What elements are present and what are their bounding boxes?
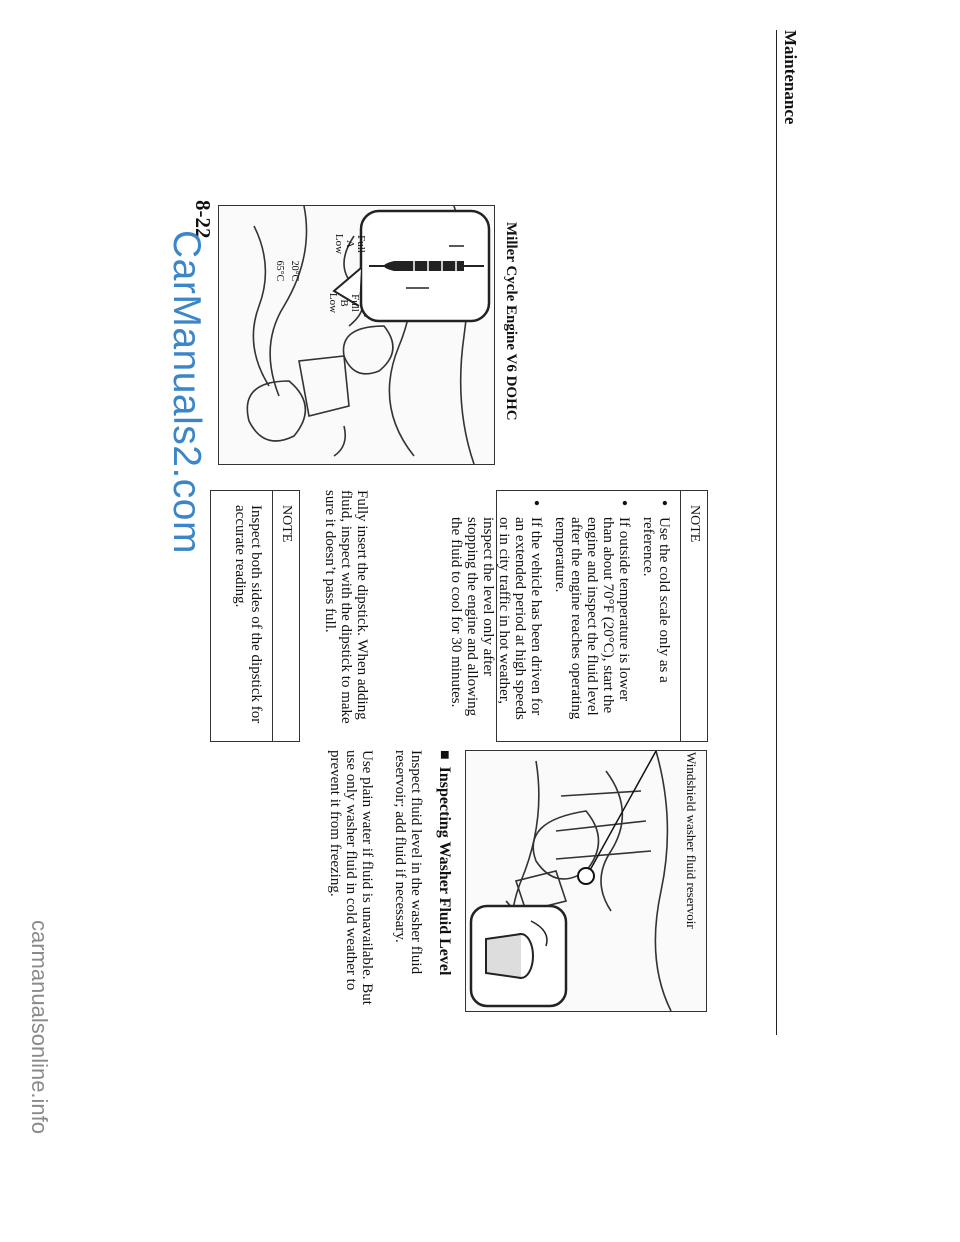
washer-drawing [466, 751, 706, 1011]
dipstick-a-full: Full [355, 235, 367, 253]
dipstick-b-letter: B [338, 299, 350, 307]
page-number: 8-22 [191, 200, 215, 239]
washer-paragraph-plain-water: Use plain water if fluid is unavailable. But use only washer fluid in cold weather to prevent it from freezing. [327, 750, 375, 1005]
dipstick-b-full: Full [349, 294, 361, 312]
temp-hot-label: 65°C [274, 260, 285, 282]
dipstick-a-letter: A [344, 240, 356, 248]
note-bullet-cold-scale: ● Use the cold scale only as a reference. [640, 517, 672, 722]
note-heading: NOTE [272, 491, 299, 741]
washer-paragraph-inspect: Inspect fluid level in the washer fluid reservoir; add fluid if necessary. [392, 750, 424, 975]
note-box-levels [448, 490, 708, 742]
watermark-carmanuals2[interactable]: CarManuals2.com [165, 230, 208, 554]
note-heading: NOTE [680, 491, 707, 741]
washer-reservoir-illustration [465, 750, 707, 1012]
note-bullet-outside-temp: ● If outside temperature is lower than about 70°F (20°C), start the engine and inspect the fluid level after the engine reaches operating temperature. [552, 517, 632, 722]
note-body: Inspect both sides of the dipstick for accurate reading. [232, 505, 264, 724]
engine-figure-caption: Miller Cycle Engine V6 DOHC [503, 222, 519, 421]
note-bullet-driven: ● If the vehicle has been driven for an extended period at high speeds or in city traffic in hot weather, inspect the level only after stopping the engine and allowing the fluid to cool for 30 minutes. [448, 517, 544, 722]
washer-figure-caption: Windshield washer fluid reservoir [684, 752, 699, 929]
note-bullet-list [448, 491, 672, 741]
dipstick-a-low: Low [333, 233, 345, 255]
dipstick-a-labels [333, 226, 366, 262]
watermark-carmanualsonline[interactable]: carmanualsonline.info [27, 920, 52, 1135]
dipstick-b-low: Low [327, 292, 339, 314]
temp-cold-label: 20°C [289, 260, 300, 282]
dipstick-b-labels [327, 285, 360, 321]
section-title: Maintenance [781, 30, 800, 125]
note-box-dipstick [210, 490, 300, 742]
washer-section-heading: ■ Inspecting Washer Fluid Level [435, 750, 453, 1010]
dipstick-paragraph: Fully insert the dipstick. When adding fluid, inspect with the dipstick to make sure it doesn’t pass full. [322, 490, 370, 724]
header-rule [776, 30, 777, 1035]
